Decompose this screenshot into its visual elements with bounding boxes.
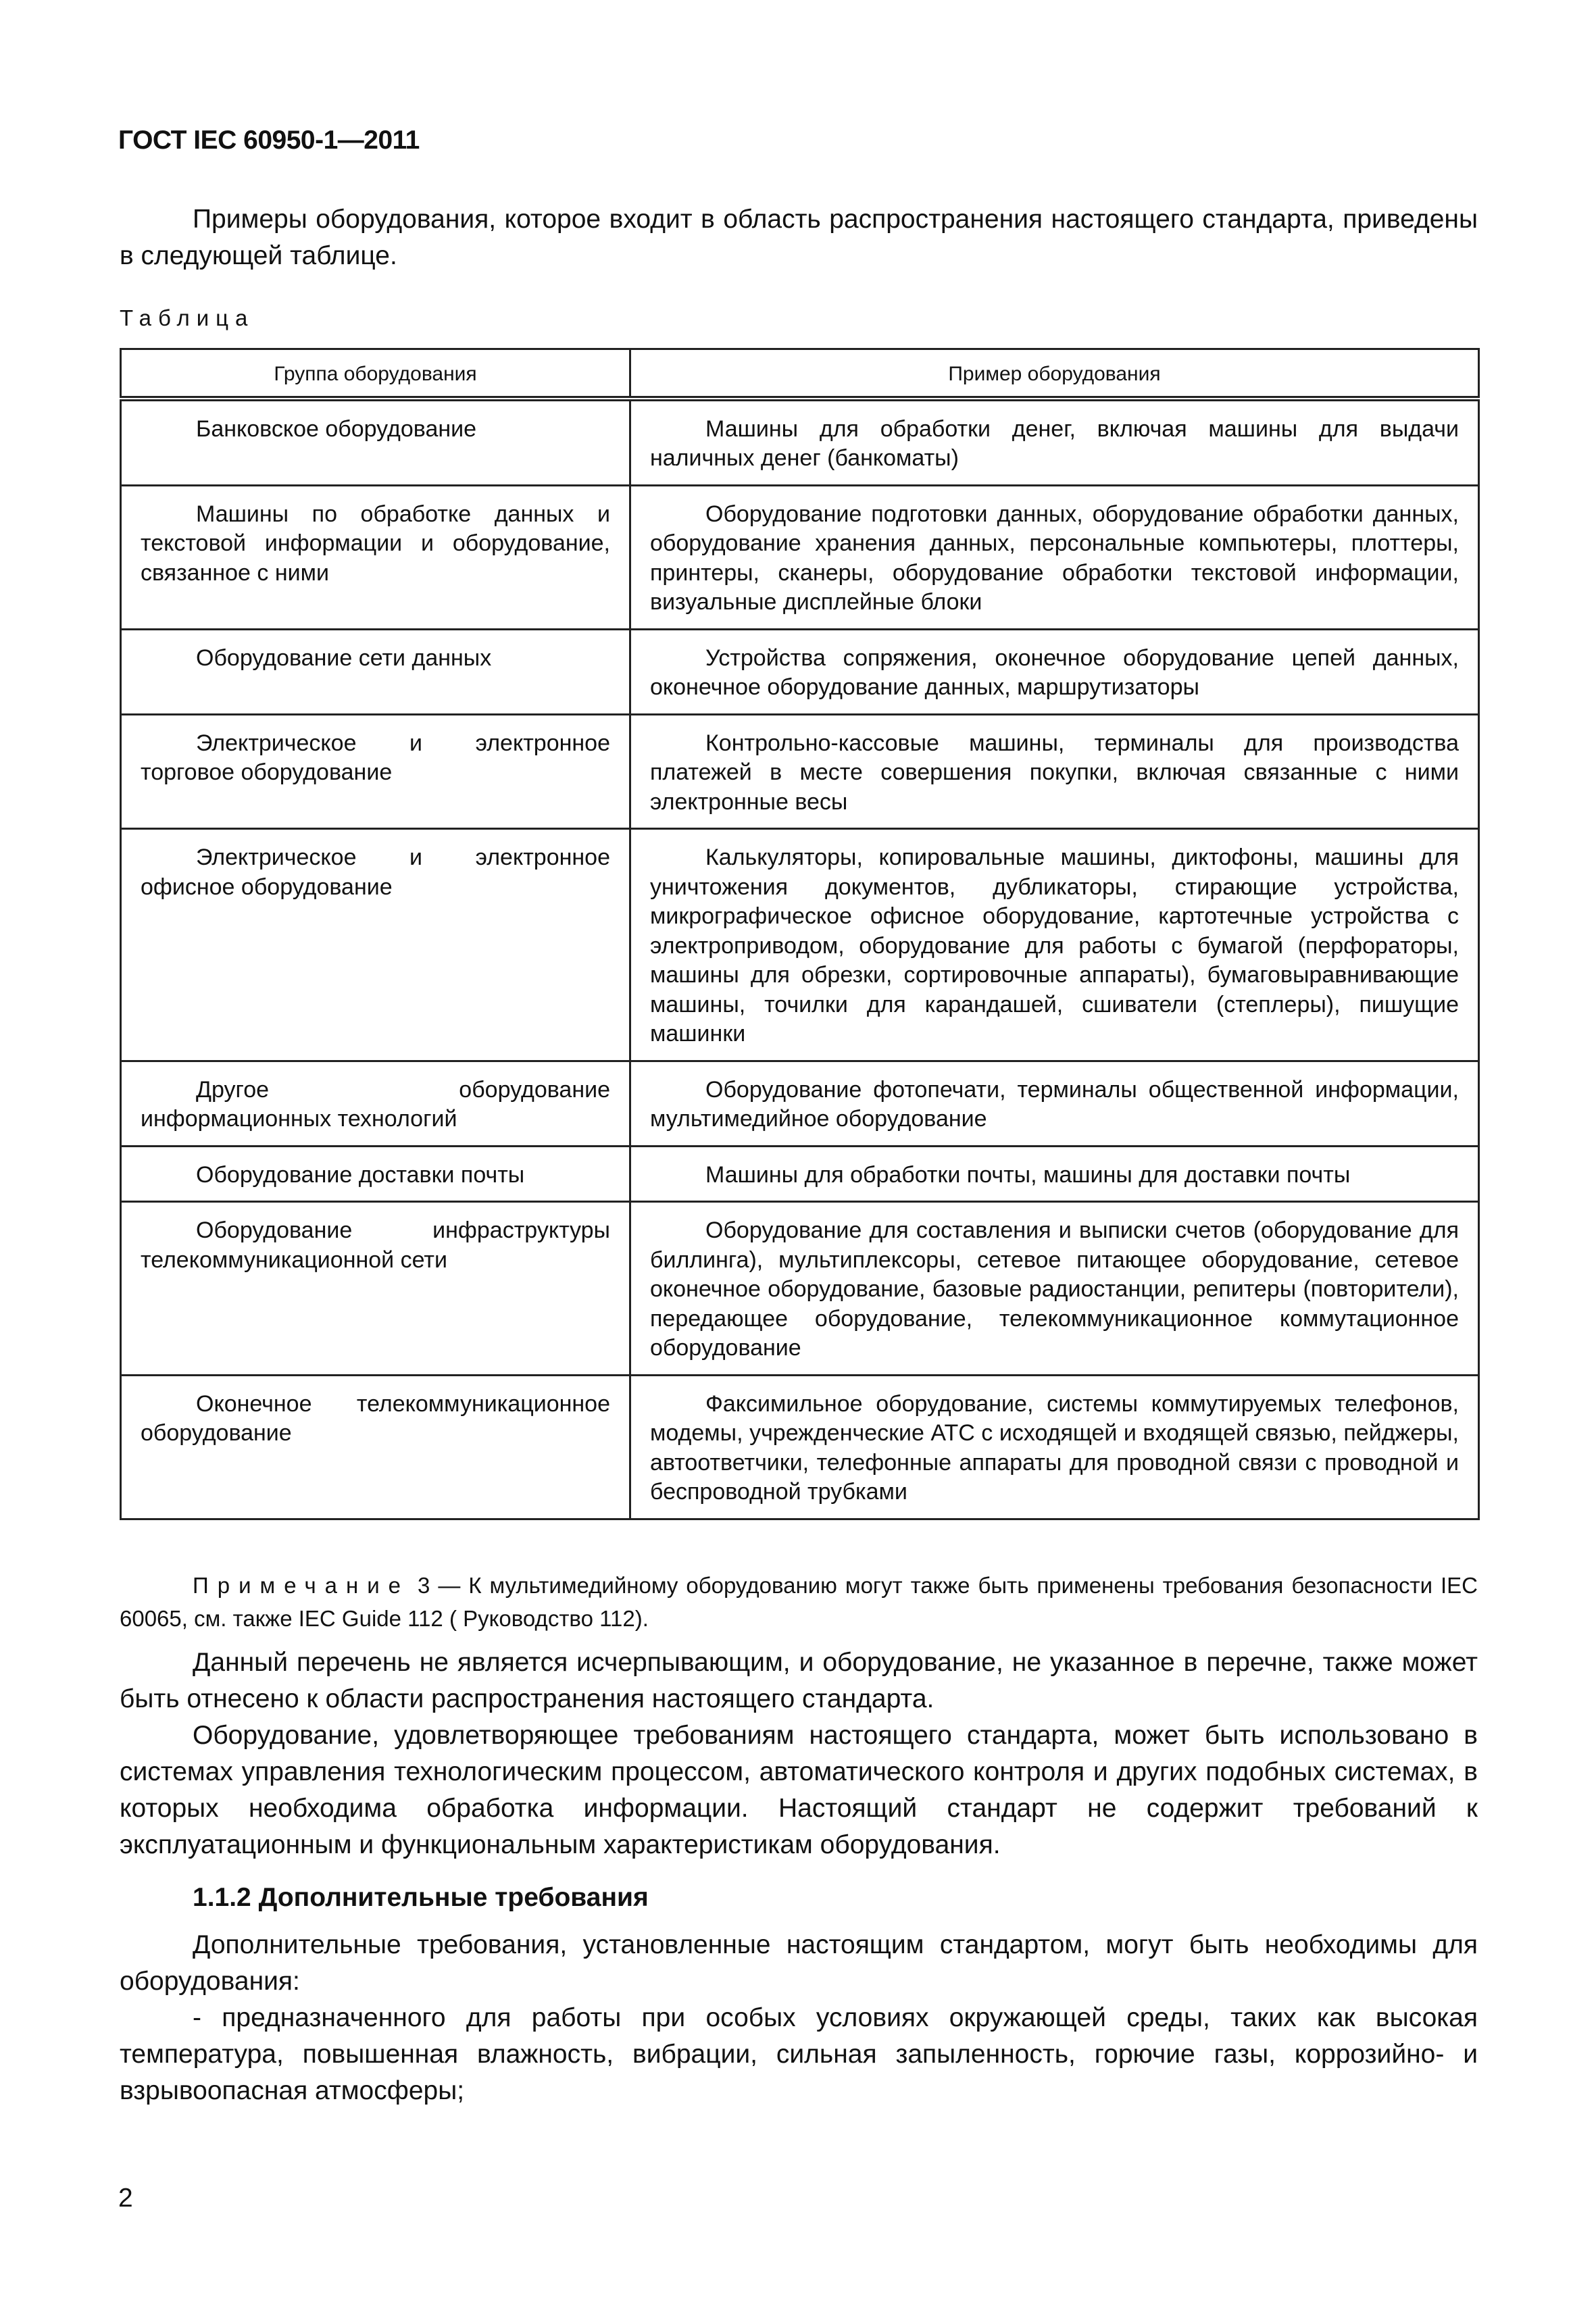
cell-text: Оборудование фотопечати, терминалы общественной информации, мультимедийное оборудование: [650, 1076, 1459, 1132]
cell-text: Машины для обработки денег, включая машины для выдачи наличных денег (банкоматы): [650, 416, 1459, 471]
equipment-group-cell: [121, 1202, 630, 1376]
cell-text: Оборудование инфраструктуры телекоммуникационной сети: [141, 1217, 610, 1273]
cell-text: Факсимильное оборудование, системы коммутируемых телефонов, модемы, учрежденческие АТС с исходящей и входящей связью, пейджеры, автоответчики, телефонные аппараты для проводной связи с проводной и беспроводной трубками: [650, 1390, 1459, 1505]
cell-text: Оконечное телекоммуникационное оборудование: [141, 1390, 610, 1446]
equipment-group-cell: [121, 1061, 630, 1146]
equipment-group-cell: [121, 485, 630, 629]
section-heading: 1.1.2 Дополнительные требования: [193, 1883, 649, 1912]
cell-text: Банковское оборудование: [196, 416, 477, 442]
equipment-example-cell: [630, 829, 1479, 1061]
equipment-example-cell: [630, 629, 1479, 714]
page-number: 2: [118, 2184, 133, 2213]
equipment-table: [120, 348, 1480, 1520]
list-item: - предназначенного для работы при особых условиях окружающей среды, таких как высокая температура, повышенная влажность, вибрации, сильная запыленность, горючие газы, коррозийно- и взрывоопасная атмосферы;: [120, 2003, 1478, 2105]
paragraph-scope-not-exhaustive: Данный перечень не является исчерпывающим, и оборудование, не указанное в перечне, также может быть отнесено к области распространения настоящего стандарта.: [120, 1648, 1478, 1713]
equipment-example-cell: [630, 714, 1479, 829]
equipment-example-cell: [630, 1061, 1479, 1146]
table-label: Таблица: [120, 305, 255, 330]
cell-text: Оборудование сети данных: [196, 645, 492, 671]
paragraph-additional-requirements: Дополнительные требования, установленные настоящим стандартом, могут быть необходимы для оборудования:: [120, 1930, 1478, 1996]
cell-text: Электрическое и электронное офисное оборудование: [141, 845, 610, 900]
equipment-example-cell: [630, 399, 1479, 486]
cell-text: Электрическое и электронное торговое оборудование: [141, 730, 610, 785]
cell-text: Оборудование для составления и выписки счетов (оборудование для биллинга), мультиплексоры, сетевое питающее оборудование, сетевое оконечное оборудование, базовые радиостанции, репитеры (повторители), передающее оборудование, телекоммуникационное коммутационное оборудование: [650, 1217, 1459, 1361]
cell-text: Устройства сопряжения, оконечное оборудование цепей данных, оконечное оборудование данных, маршрутизаторы: [650, 645, 1459, 700]
table-row: [121, 1061, 1479, 1146]
equipment-example-cell: [630, 485, 1479, 629]
column-header-example: Пример оборудования: [630, 349, 1479, 399]
equipment-group-cell: [121, 629, 630, 714]
equipment-group-cell: [121, 1146, 630, 1202]
equipment-example-cell: [630, 1146, 1479, 1202]
intro-paragraph: Примеры оборудования, которое входит в область распространения настоящего стандарта, приведены в следующей таблице.: [120, 205, 1478, 270]
equipment-group-cell: [121, 714, 630, 829]
table-row: [121, 1375, 1479, 1519]
table-row: [121, 714, 1479, 829]
table-row: [121, 1146, 1479, 1202]
column-header-group: Группа оборудования: [121, 349, 630, 399]
table-row: [121, 629, 1479, 714]
table-note: [120, 1569, 1478, 1635]
table-row: [121, 399, 1479, 486]
table-row: [121, 829, 1479, 1061]
cell-text: Оборудование подготовки данных, оборудование обработки данных, оборудование хранения данных, персональные компьютеры, плоттеры, принтеры, сканеры, оборудование обработки текстовой информации, визуальные дисплейные блоки: [650, 501, 1459, 615]
cell-text: Калькуляторы, копировальные машины, диктофоны, машины для уничтожения документов, дубликаторы, стирающие устройства, микрографическое офисное оборудование, картотечные устройства с электроприводом, оборудование для работы с бумагой (перфораторы, машины для обрезки, сортировочные аппараты), бумаговыравнивающие машины, точилки для карандашей, сшиватели (степлеры), пишущие машинки: [650, 845, 1459, 1047]
table-header-row: [121, 349, 1479, 399]
note-label: Примечание: [193, 1573, 410, 1598]
cell-text: Оборудование доставки почты: [196, 1161, 525, 1188]
equipment-example-cell: [630, 1375, 1479, 1519]
cell-text: Контрольно-кассовые машины, терминалы для производства платежей в месте совершения покупки, включая связанные с ними электронные весы: [650, 730, 1459, 815]
equipment-group-cell: [121, 399, 630, 486]
table-row: [121, 1202, 1479, 1376]
document-header: ГОСТ IEC 60950-1—2011: [118, 126, 420, 155]
note-text: 3 — К мультимедийному оборудованию могут также быть применены требования безопасности IEC 60065, см. также IEC Guide 112 ( Руководство 112).: [120, 1573, 1478, 1631]
equipment-group-cell: [121, 1375, 630, 1519]
body-paragraphs: [120, 1644, 1478, 2109]
paragraph-equipment-usage: Оборудование, удовлетворяющее требованиям настоящего стандарта, может быть использовано в системах управления технологическим процессом, автоматического контроля и других подобных системах, в которых необходима обработка информации. Настоящий стандарт не содержит требований к эксплуатационным и функциональным характеристикам оборудования.: [120, 1721, 1478, 1859]
equipment-group-cell: [121, 829, 630, 1061]
cell-text: Машины для обработки почты, машины для доставки почты: [705, 1161, 1351, 1188]
cell-text: Другое оборудование информационных технологий: [141, 1076, 610, 1132]
cell-text: Машины по обработке данных и текстовой информации и оборудование, связанное с ними: [141, 501, 610, 586]
equipment-example-cell: [630, 1202, 1479, 1376]
table-row: [121, 485, 1479, 629]
